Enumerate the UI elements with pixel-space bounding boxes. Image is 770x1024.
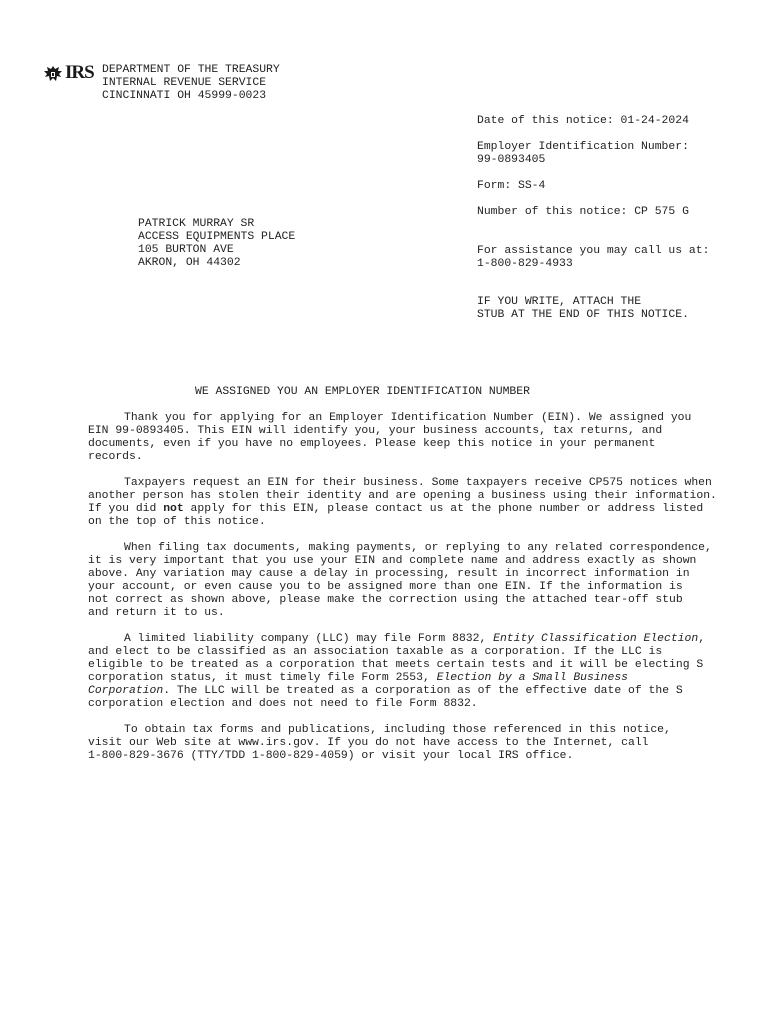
paragraph-tax-forms [88,724,748,763]
sender-line: INTERNAL REVENUE SERVICE [102,77,267,89]
paragraph-llc [88,633,748,711]
recipient-line: 105 BURTON AVE [138,244,234,256]
recipient-line: ACCESS EQUIPMENTS PLACE [138,231,296,243]
emphasis-not: not [163,503,184,515]
recipient-address [138,218,295,270]
text-line: and elect to be classified as an association taxable as a corporation. If the LLC is [88,646,663,658]
text-segment: corporation status, it must timely file Form 2553, [88,672,437,684]
text-segment: apply for this EIN, please contact us at the phone number or address listed [183,503,704,515]
text-segment: If you did [88,503,164,515]
text-segment: A limited liability company (LLC) may file Form 8832, [124,633,494,645]
ein-value: 99-0893405 [477,154,546,166]
text-line [88,503,748,516]
irs-logo [43,64,101,84]
text-line: When filing tax documents, making payments, or replying to any related correspondence, [124,542,712,554]
write-instruction: STUB AT THE END OF THIS NOTICE. [477,309,689,321]
text-line: records. [88,451,143,463]
form-title-italic: Corporation [88,685,164,697]
recipient-line: AKRON, OH 44302 [138,257,241,269]
text-line: EIN 99-0893405. This EIN will identify you, your business accounts, tax returns, and [88,425,663,437]
text-line: To obtain tax forms and publications, including those referenced in this notice, [124,724,671,736]
text-line: it is very important that you use your EIN and complete name and address exactly as shown [88,555,697,567]
recipient-line: PATRICK MURRAY SR [138,218,255,230]
text-line [88,685,748,698]
text-line: on the top of this notice. [88,516,266,528]
irs-logo-text: IRS [65,62,94,83]
text-line: eligible to be treated as a corporation that meets certain tests and it will be electing S [88,659,704,671]
eagle-icon [43,65,63,83]
text-line: not correct as shown above, please make the correction using the attached tear-off stub [88,594,683,606]
text-line: 1-800-829-3676 (TTY/TDD 1-800-829-4059) or visit your local IRS office. [88,750,574,762]
text-segment: . The LLC will be treated as a corporation as of the effective date of the S [163,685,683,697]
paragraph-ein-assigned [88,412,748,464]
assistance-phone: 1-800-829-4933 [477,258,573,270]
text-line: Thank you for applying for an Employer Identification Number (EIN). We assigned you [124,412,692,424]
form-title-italic: Election by a Small Business [436,672,629,684]
paragraph-use-ein [88,542,748,620]
paragraph-identity-theft [88,477,748,529]
ein-label: Employer Identification Number: [477,141,689,153]
form-number: Form: SS-4 [477,180,546,192]
text-line: above. Any variation may cause a delay in processing, result in incorrect information in [88,568,690,580]
text-line [88,633,748,646]
form-title-italic: Entity Classification Election [493,633,699,645]
notice-heading: WE ASSIGNED YOU AN EMPLOYER IDENTIFICATION NUMBER [195,386,530,398]
notice-number: Number of this notice: CP 575 G [477,206,689,218]
text-line: another person has stolen their identity and are opening a business using their information. [88,490,717,502]
assistance-label: For assistance you may call us at: [477,245,710,257]
notice-body [88,412,748,776]
text-line: your account, or even cause you to be assigned more than one EIN. If the information is [88,581,683,593]
write-instruction: IF YOU WRITE, ATTACH THE [477,296,642,308]
text-segment: , [698,633,706,645]
notice-date: Date of this notice: 01-24-2024 [477,115,689,127]
sender-line: CINCINNATI OH 45999-0023 [102,90,267,102]
text-line: documents, even if you have no employees. Please keep this notice in your permanent [88,438,656,450]
text-line: Taxpayers request an EIN for their business. Some taxpayers receive CP575 notices when [124,477,712,489]
text-line [88,672,748,685]
sender-line: DEPARTMENT OF THE TREASURY [102,64,280,76]
text-line: corporation election and does not need to file Form 8832. [88,698,478,710]
sender-address [102,64,280,103]
text-line: and return it to us. [88,607,225,619]
text-line: visit our Web site at www.irs.gov. If you do not have access to the Internet, call [88,737,649,749]
